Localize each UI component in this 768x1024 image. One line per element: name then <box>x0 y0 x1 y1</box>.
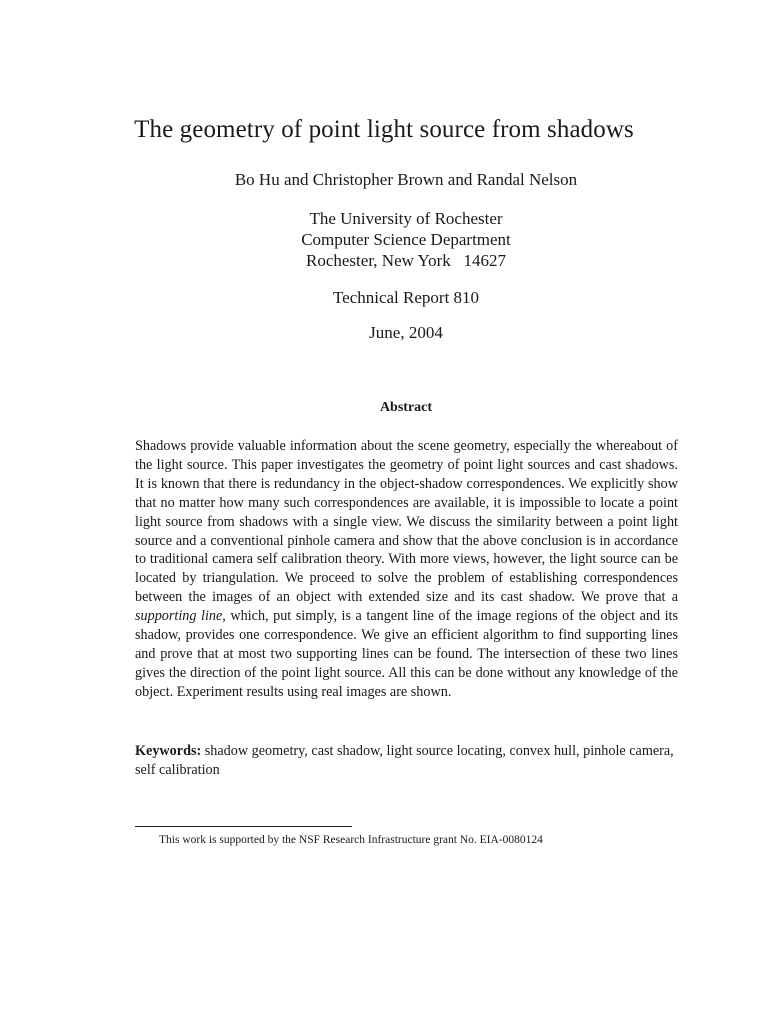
abstract-heading: Abstract <box>379 400 433 415</box>
abstract-part-2: , which, put simply, is a tangent line of the image regions of the object and its shadow, provides one correspondence. We give an efficient algorithm to find supporting lines and prove that at most two supporting lines can be found. The intersection of these two lines gives the direction of the point light source. All this can be done without any knowledge of the object. Experiment results using real images are shown. <box>135 608 678 700</box>
abstract-emphasis: supporting line <box>135 608 223 625</box>
affiliation-university: The University of Rochester <box>309 209 503 228</box>
affiliation-block <box>0 208 768 271</box>
keywords-list: shadow geometry, cast shadow, light source locating, convex hull, pinhole camera, self calibration <box>135 743 674 778</box>
affiliation-address: Rochester, New York 14627 <box>306 251 506 270</box>
keywords-line <box>135 742 678 780</box>
paper-date: June, 2004 <box>369 323 443 342</box>
footnote-text: This work is supported by the NSF Research Infrastructure grant No. EIA-0080124 <box>159 834 543 846</box>
abstract-part-1: Shadows provide valuable information about the scene geometry, especially the whereabout of the light source. This paper investigates the geometry of point light sources and cast shadows. It is known that there is redundancy in the object-shadow correspondences. We explicitly show that no matter how many such correspondences are available, it is impossible to locate a point light source from shadows with a single view. We discuss the similarity between a point light source and a conventional pinhole camera and show that the above conclusion is in accordance to traditional camera self calibration theory. With more views, however, the light source can be located by triangulation. We proceed to solve the problem of establishing correspondences between the images of an object with extended size and its cast shadow. We prove that a <box>135 438 678 606</box>
abstract-text <box>135 437 678 702</box>
footnote-rule <box>135 826 352 827</box>
paper-authors: Bo Hu and Christopher Brown and Randal Nelson <box>234 170 578 189</box>
affiliation-department: Computer Science Department <box>301 230 511 249</box>
paper-title: The geometry of point light source from shadows <box>134 116 634 143</box>
keywords-label: Keywords: <box>135 743 202 759</box>
report-number: Technical Report 810 <box>332 288 480 307</box>
